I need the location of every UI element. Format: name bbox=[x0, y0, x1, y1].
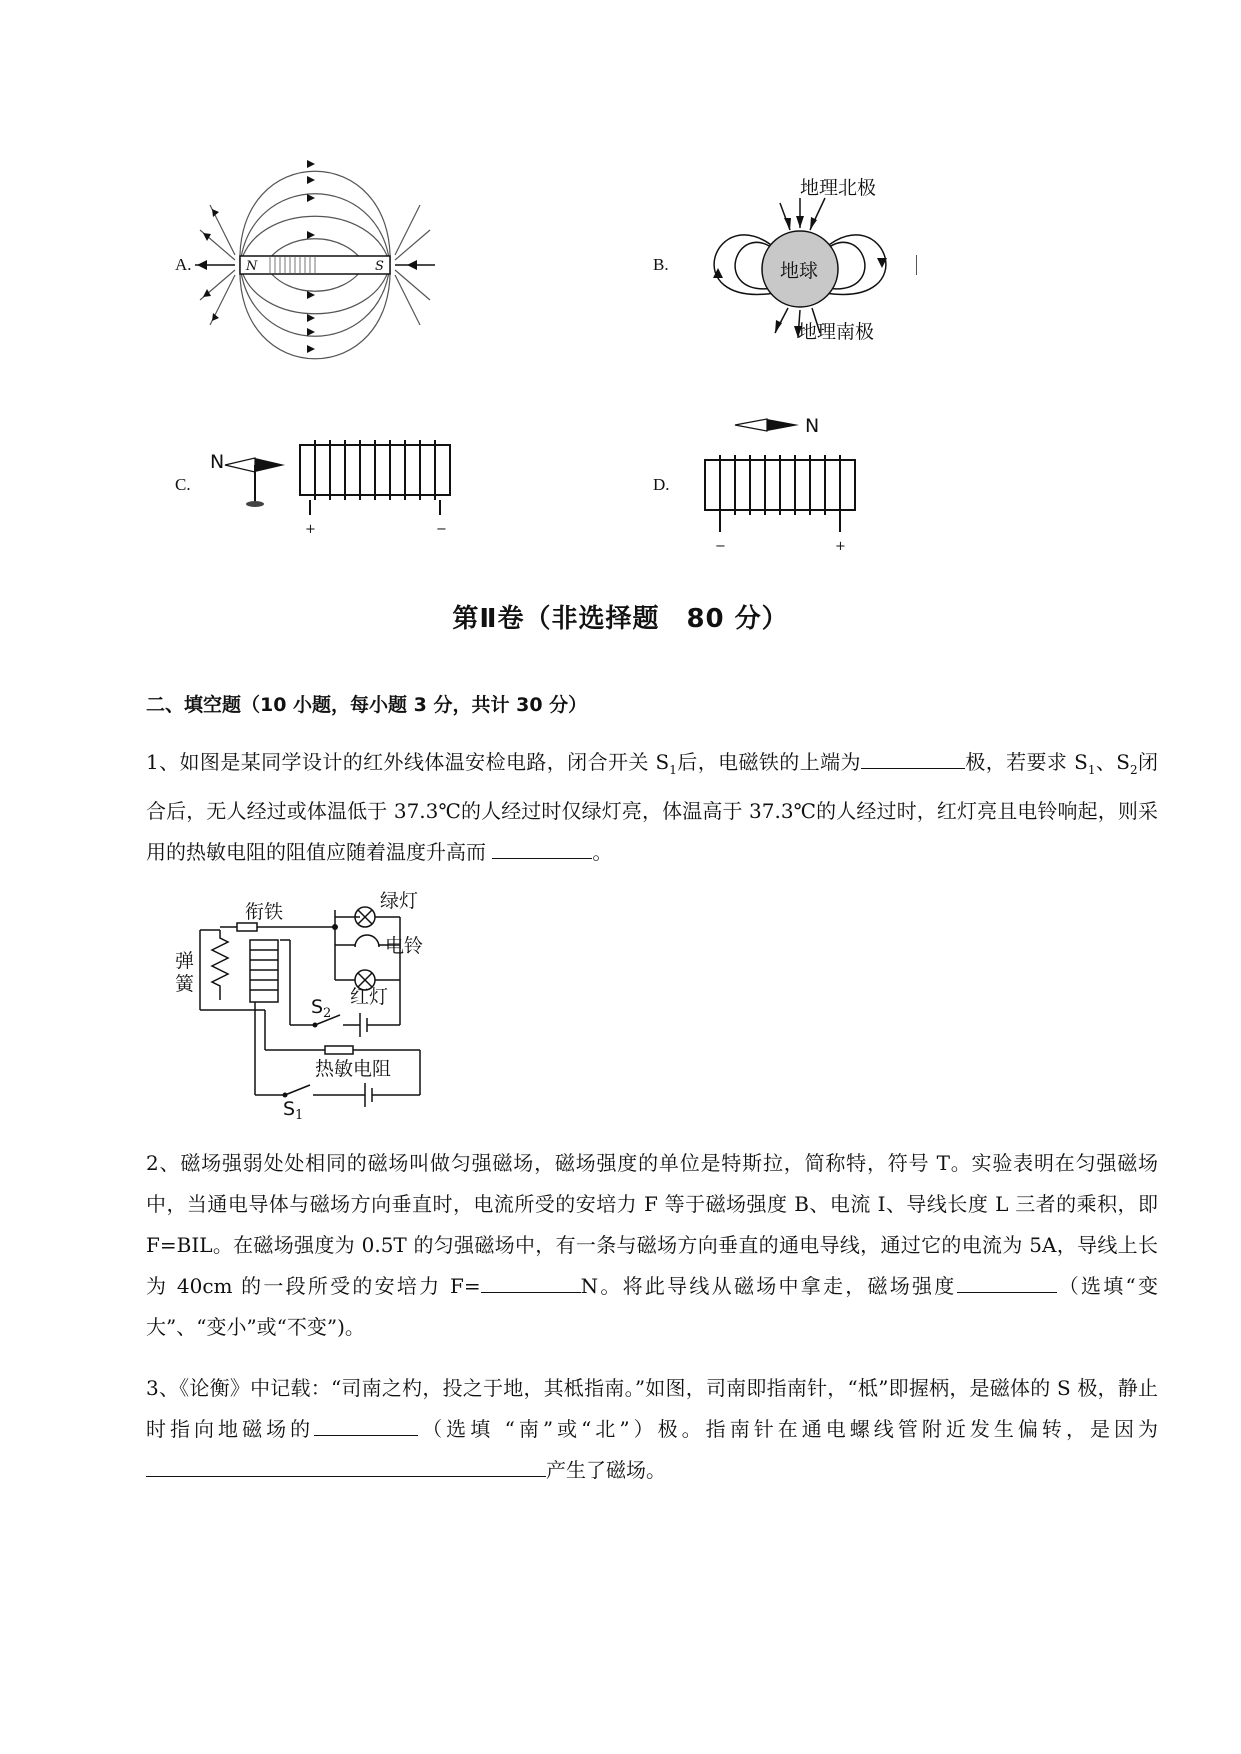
answer-blank[interactable] bbox=[146, 1454, 546, 1477]
earth-field-figure bbox=[690, 168, 940, 348]
answer-blank[interactable] bbox=[492, 836, 592, 859]
solenoid-d-figure bbox=[695, 410, 875, 560]
armature-label: 衔铁 bbox=[245, 901, 284, 923]
spring-label: 弹 bbox=[175, 950, 195, 972]
option-d-label: D. bbox=[653, 475, 670, 494]
geo-south-label: 地理南极 bbox=[798, 321, 875, 343]
compass-n-label-d: N bbox=[805, 415, 820, 437]
thermistor-label: 热敏电阻 bbox=[315, 1058, 392, 1080]
solenoid-c-figure bbox=[210, 440, 460, 540]
answer-blank[interactable] bbox=[861, 746, 965, 769]
s2-label: S bbox=[311, 996, 324, 1018]
stray-mark bbox=[916, 255, 917, 275]
question-3: 3、《论衡》中记载：“司南之杓，投之于地，其柢指南。”如图，司南即指南针，“柢”即握柄，是磁体的 S 极，静止时指向地磁场的 （选填 “南”或“北”）极。指南针在通电螺线管附近发生偏转，是因为产生了磁场。 bbox=[146, 1376, 1159, 1482]
earth-label: 地球 bbox=[780, 260, 819, 282]
magnet-s-label: S bbox=[375, 259, 384, 274]
red-lamp-label: 红灯 bbox=[350, 986, 389, 1008]
answer-blank[interactable] bbox=[314, 1413, 418, 1436]
question-2: 2、磁场强弱处处相同的磁场叫做匀强磁场，磁场强度的单位是特斯拉，简称特，符号 T。实验表明在匀强磁场中，当通电导体与磁场方向垂直时，电流所受的安培力 F 等于磁场强度 B、电流 I、导线长度 L 三者的乘积，即 F=BIL。在磁场强度为 0.5T 的匀强磁场中，有一条与磁场方向垂直的通电导线，通过它的电流为 5A，导线上长为 40cm 的一段所受的安培力 F= N。将此导线从磁场中拿走，磁场强度 （选填“变大”、“变小”或“不变”)。 bbox=[146, 1151, 1159, 1339]
bell-label: 电铃 bbox=[385, 935, 424, 957]
d-minus: − bbox=[715, 539, 726, 554]
spring-label-2: 簧 bbox=[175, 973, 195, 995]
option-a-label: A. bbox=[175, 255, 192, 274]
circuit-figure bbox=[175, 885, 445, 1123]
c-plus: + bbox=[305, 522, 316, 537]
question-1: 1、如图是某同学设计的红外线体温安检电路，闭合开关 $S_1$后，电磁铁的上端为 极，若要求 $S_1$、$S_2$闭合后，无人经过或体温低于 37.3℃的人经过时仅绿灯亮，体温高于 37.3℃的人经过时，红灯亮且电铃响起，则采用的热敏电阻的阻值应随着温度升高而 。 bbox=[146, 742, 1158, 873]
answer-blank[interactable] bbox=[481, 1270, 581, 1293]
c-minus: − bbox=[436, 522, 447, 537]
answer-blank[interactable] bbox=[957, 1270, 1057, 1293]
s2-sub: 2 bbox=[323, 1006, 332, 1021]
geo-north-label: 地理北极 bbox=[800, 177, 877, 199]
s1-label: S bbox=[283, 1098, 296, 1120]
green-lamp-label: 绿灯 bbox=[380, 890, 419, 912]
option-b-label: B. bbox=[653, 255, 669, 274]
option-c-label: C. bbox=[175, 475, 191, 494]
bar-magnet-field-figure bbox=[195, 160, 435, 370]
magnet-n-label: N bbox=[246, 259, 258, 274]
s1-sub: 1 bbox=[295, 1108, 304, 1123]
d-plus: + bbox=[835, 539, 846, 554]
section-title: 第Ⅱ卷（非选择题 80 分） bbox=[452, 604, 789, 634]
compass-n-label: N bbox=[210, 451, 225, 473]
part-title: 二、填空题（10 小题，每小题 3 分，共计 30 分） bbox=[146, 694, 588, 716]
